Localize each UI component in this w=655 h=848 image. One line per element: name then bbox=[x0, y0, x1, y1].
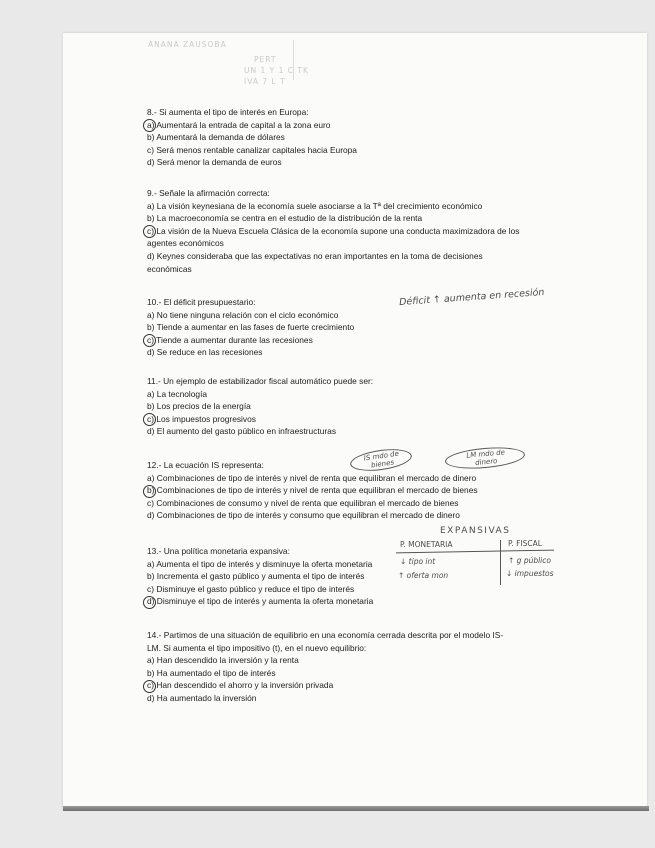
question-10 bbox=[147, 296, 522, 359]
option-c: c) Será menos rentable canalizar capitales hacia Europa bbox=[147, 144, 357, 155]
question-title: 12.- La ecuación IS representa: bbox=[147, 460, 264, 470]
option-d: d) Keynes consideraba que las expectativas no eran importantes en la toma de decisiones económicas bbox=[147, 250, 483, 274]
option-d: d) Ha aumentado la inversión bbox=[147, 692, 257, 703]
question-14 bbox=[147, 629, 512, 705]
page-edge-shadow bbox=[63, 806, 649, 811]
handwritten-fis-line2: ↓ impuestos bbox=[506, 569, 554, 578]
option-a: a) La tecnología bbox=[147, 388, 208, 399]
answer-circle-mark bbox=[143, 596, 156, 609]
option-b: b) Tiende a aumentar en las fases de fuerte crecimiento bbox=[147, 322, 355, 333]
answer-circle-mark bbox=[143, 680, 156, 693]
question-title: 14.- Partimos de una situación de equilibrio en una economía cerrada descrita por el modelo IS-LM. Si aumenta el tipo impositivo (t), en el nuevo equilibrio: bbox=[147, 630, 504, 653]
handwritten-expansivas: EXPANSIVAS bbox=[440, 526, 511, 536]
option-a: a) No tiene ninguna relación con el ciclo económico bbox=[147, 309, 339, 320]
option-c: c) La visión de la Nueva Escuela Clásica de la economía supone una conducta maximizadora de los agentes económicos bbox=[147, 225, 522, 250]
option-c: c) Han descendido el ahorro y la inversión privada bbox=[147, 679, 512, 692]
option-b: b) Combinaciones de tipo de interés y nivel de renta que equilibran el mercado de bienes bbox=[147, 484, 527, 497]
option-d: d) Disminuye el tipo de interés y aumenta la oferta monetaria bbox=[147, 595, 407, 608]
question-title: 9.- Señale la afirmación correcta: bbox=[147, 188, 270, 198]
question-8 bbox=[147, 106, 522, 169]
question-title: 13.- Una política monetaria expansiva: bbox=[147, 546, 290, 556]
option-d: d) Será menor la demanda de euros bbox=[147, 157, 282, 168]
option-c: c) Tiende a aumentar durante las recesiones bbox=[147, 334, 522, 347]
handwritten-fiscal-header: P. FISCAL bbox=[508, 539, 542, 548]
option-c: c) Los impuestos progresivos bbox=[147, 413, 522, 426]
handwritten-fis-line1: ↑ g público bbox=[508, 556, 551, 565]
answer-circle-mark bbox=[143, 334, 156, 347]
handwritten-monetaria-header: P. MONETARIA bbox=[400, 540, 453, 549]
question-13 bbox=[147, 545, 407, 608]
handwritten-table-vline bbox=[500, 540, 501, 585]
option-c: c) Combinaciones de consumo y nivel de renta que equilibran el mercado de bienes bbox=[147, 497, 459, 508]
answer-circle-mark bbox=[143, 225, 156, 238]
question-9 bbox=[147, 187, 522, 275]
option-a: a) Aumentará la entrada de capital a la zona euro bbox=[147, 119, 522, 132]
option-b: b) Ha aumentado el tipo de interés bbox=[147, 667, 276, 678]
question-title: 8.- Si aumenta el tipo de interés en Europa: bbox=[147, 107, 309, 117]
faded-header-line: IVA 7 L T bbox=[244, 77, 286, 86]
option-b: b) Incrementa el gasto público y aumenta el tipo de interés bbox=[147, 571, 365, 582]
option-b: b) Aumentará la demanda de dólares bbox=[147, 132, 285, 143]
option-c: c) Disminuye el gasto público y reduce el tipo de interés bbox=[147, 583, 355, 594]
handwritten-is-label: IS mdo de bienes bbox=[363, 449, 400, 470]
option-d: d) Se reduce en las recesiones bbox=[147, 347, 263, 358]
handwritten-note-deficit: Déficit ↑ aumenta en recesión bbox=[398, 286, 545, 309]
question-11 bbox=[147, 375, 522, 438]
option-a: a) Han descendido la inversión y la renta bbox=[147, 655, 299, 666]
answer-circle-mark bbox=[143, 485, 156, 498]
option-a: a) La visión keynesiana de la economía suele asociarse a la Tª del crecimiento económico bbox=[147, 200, 483, 211]
handwritten-mon-line2: ↑ oferta mon bbox=[398, 571, 449, 580]
option-d: d) Combinaciones de tipo de interés y consumo que equilibran el mercado de dinero bbox=[147, 510, 460, 521]
option-b: b) La macroeconomía se centra en el estudio de la distribución de la renta bbox=[147, 213, 423, 224]
faded-bracket bbox=[288, 40, 294, 80]
option-d: d) El aumento del gasto público en infraestructuras bbox=[147, 426, 337, 437]
faded-header-line: PERT bbox=[254, 55, 277, 64]
option-b: b) Los precios de la energía bbox=[147, 401, 251, 412]
option-a: a) Combinaciones de tipo de interés y nivel de renta que equilibran el mercado de dinero bbox=[147, 472, 477, 483]
faded-header-line: UN 1 Y 1 C TK bbox=[244, 66, 309, 75]
answer-circle-mark bbox=[143, 119, 156, 132]
question-title: 10.- El déficit presupuestario: bbox=[147, 297, 256, 307]
option-a: a) Aumenta el tipo de interés y disminuye la oferta monetaria bbox=[147, 558, 373, 569]
answer-circle-mark bbox=[143, 413, 156, 426]
faded-header-line: ANANA ZAUSOBA bbox=[148, 40, 227, 49]
handwritten-mon-line1: ↓ tipo int bbox=[400, 557, 436, 566]
question-title: 11.- Un ejemplo de estabilizador fiscal automático puede ser: bbox=[147, 376, 374, 386]
handwritten-lm-label: LM mdo de dinero bbox=[465, 448, 506, 467]
